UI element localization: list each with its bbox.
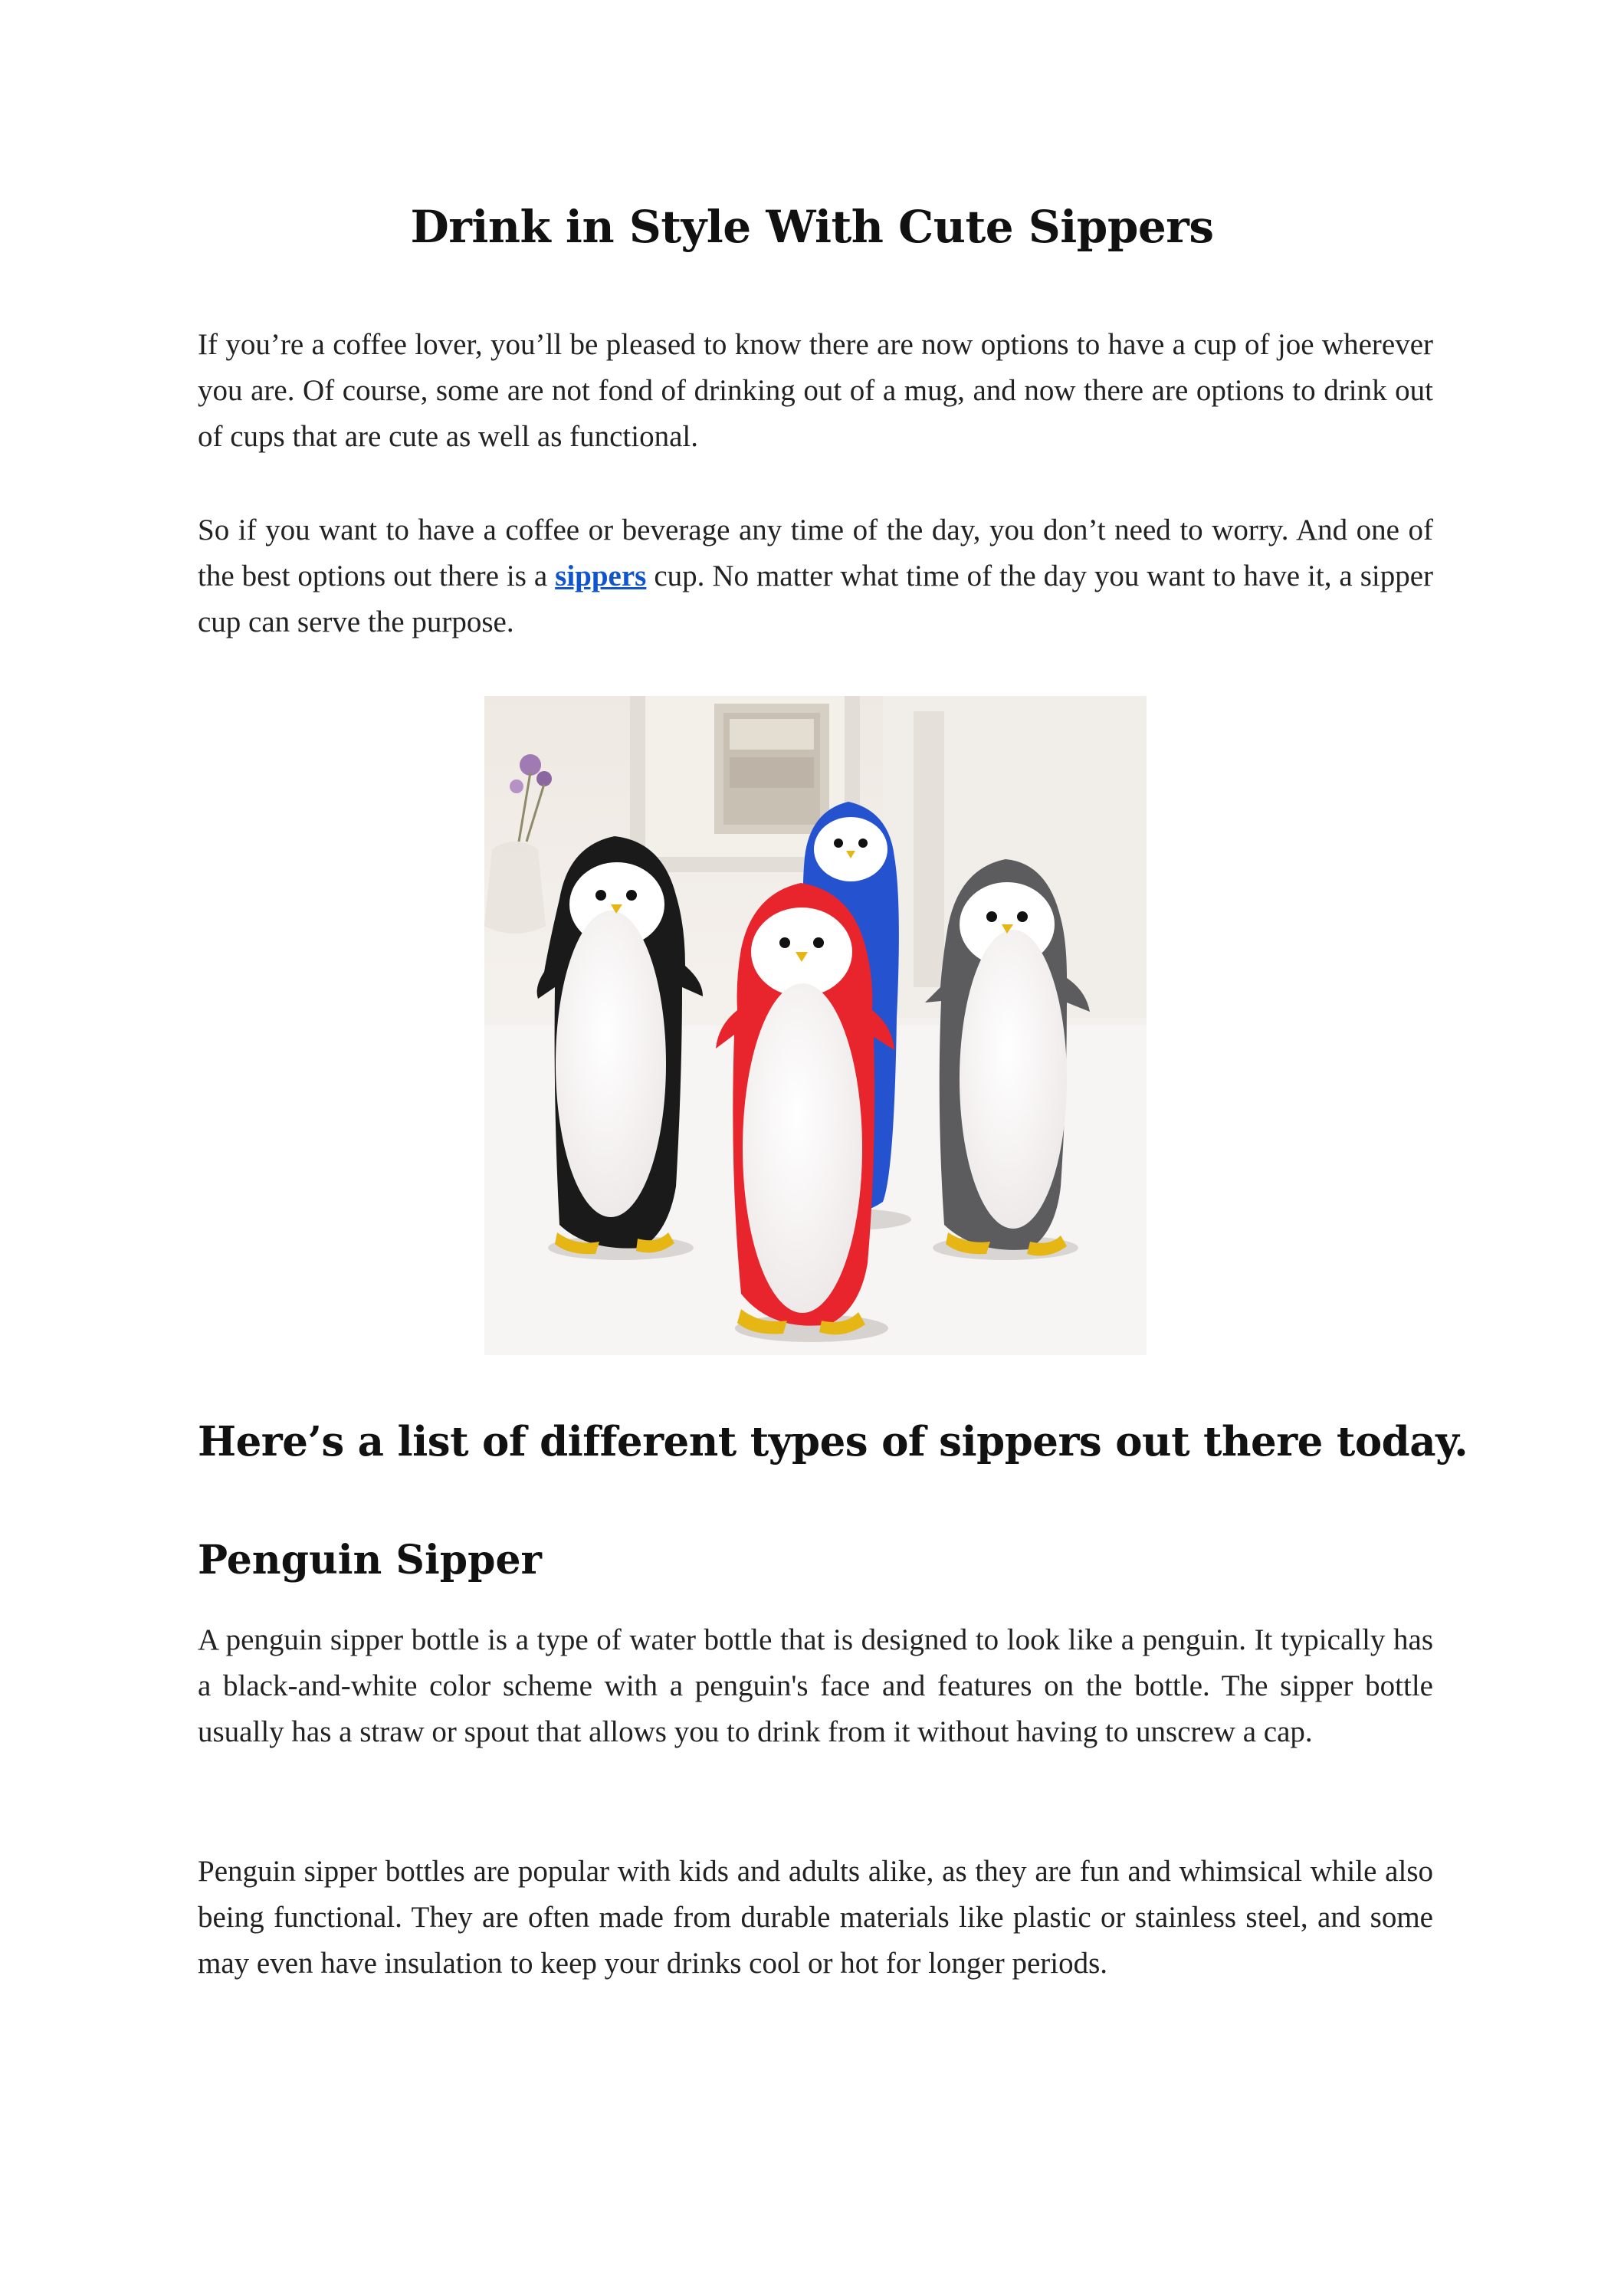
- penguin-description-paragraph: A penguin sipper bottle is a type of water bottle that is designed to look like a penguin. It typically has a black-and-white color scheme with a penguin's face and features on the bottle. The sipper bottle usually has a straw or spout that allows you to drink from it without having to unscrew a cap.: [198, 1623, 1433, 1748]
- sippers-link[interactable]: sippers: [555, 560, 647, 592]
- paragraph-text-after-link: cup. No matter what time of the day you want to have it, a sipper cup can serve the purpose.: [198, 560, 1433, 638]
- subsection-heading: Penguin Sipper: [198, 1537, 542, 1583]
- penguin-sippers-photo: [484, 696, 1147, 1355]
- article-title: Drink in Style With Cute Sippers: [410, 201, 1214, 253]
- intro-paragraph: If you’re a coffee lover, you’ll be pleased to know there are now options to have a cup of joe wherever you are. Of course, some are not fond of drinking out of a mug, and now there are options to drink out of cups that are cute as well as functional.: [198, 328, 1433, 453]
- penguin-popularity-paragraph: Penguin sipper bottles are popular with kids and adults alike, as they are fun and whimsical while also being functional. They are often made from durable materials like plastic or stainless steel, and some may even have insulation to keep your drinks cool or hot for longer periods.: [198, 1855, 1433, 1980]
- section-heading: Here’s a list of different types of sippers out there today.: [198, 1418, 1468, 1465]
- paragraph-text-before-link: So if you want to have a coffee or beverage any time of the day, you don’t need to worry. And one of the best options out there is a: [198, 514, 1433, 592]
- sipper-paragraph: [198, 507, 1433, 645]
